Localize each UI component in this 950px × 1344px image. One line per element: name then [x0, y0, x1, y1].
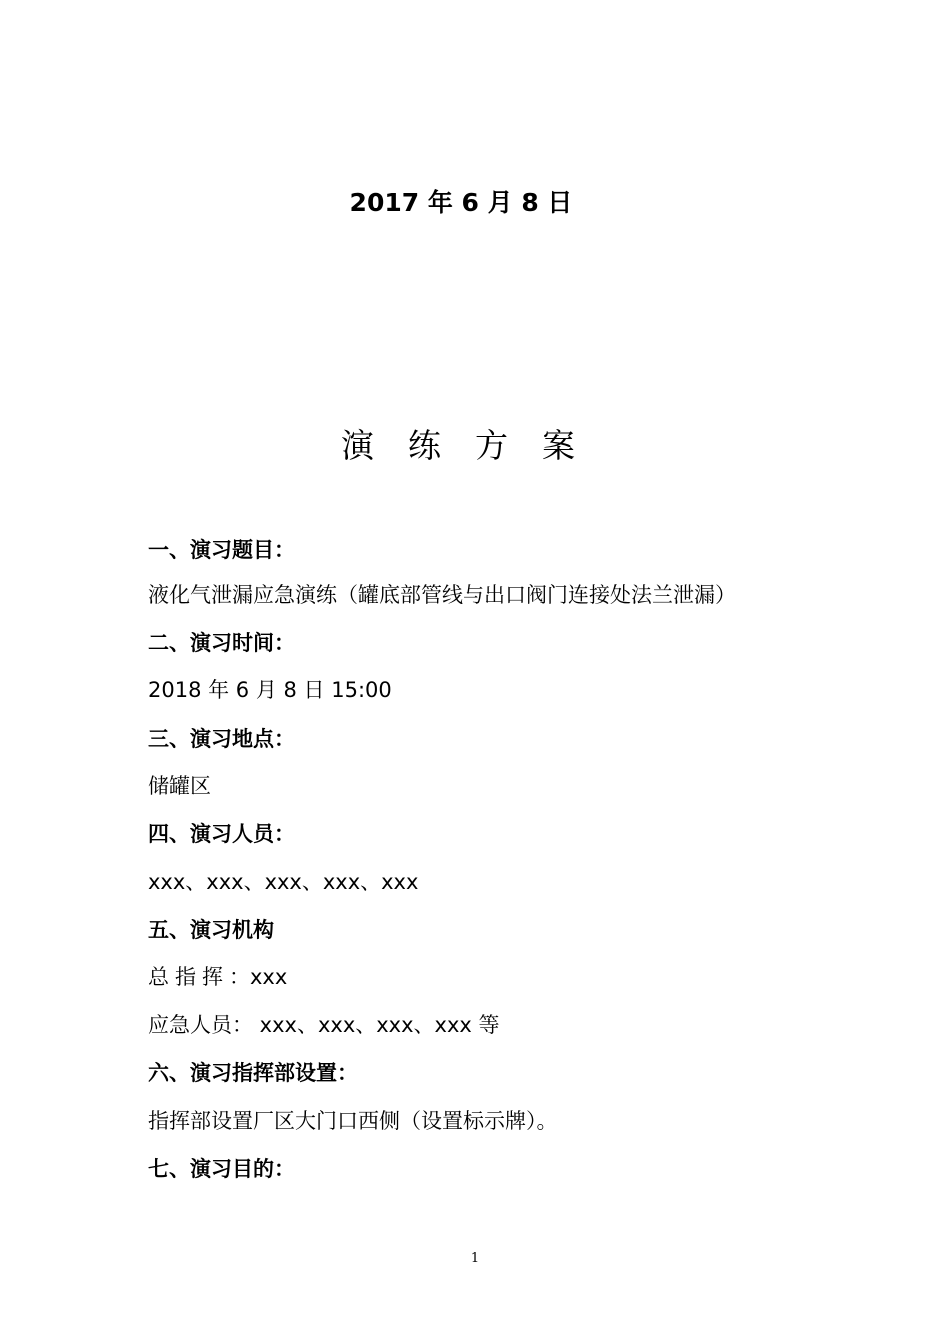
- section-2-body: 2018 年 6 月 8 日 15:00: [148, 678, 392, 702]
- section-2-heading: 二、演习时间：: [148, 631, 295, 655]
- section-7-heading: 七、演习目的：: [148, 1157, 295, 1181]
- section-1-heading: 一、演习题目：: [148, 538, 295, 562]
- section-4-body: xxx、xxx、xxx、xxx、xxx: [148, 870, 419, 894]
- section-3-body: 储罐区: [148, 774, 211, 798]
- section-4-heading: 四、演习人员：: [148, 822, 295, 846]
- date-heading: 2017 年 6 月 8 日: [349, 188, 573, 217]
- document-title: 演练方案: [341, 426, 609, 465]
- section-3-heading: 三、演习地点：: [148, 727, 295, 751]
- commander-line: [148, 962, 287, 992]
- page-number: 1: [470, 1251, 480, 1266]
- section-1-body: 液化气泄漏应急演练（罐底部管线与出口阀门连接处法兰泄漏）: [148, 583, 736, 607]
- commander-label: 总指挥: [148, 965, 229, 989]
- section-6-body: 指挥部设置厂区大门口西侧（设置标示牌）。: [148, 1109, 558, 1133]
- responders-line: 应急人员： xxx、xxx、xxx、xxx 等: [148, 1013, 500, 1037]
- section-6-heading: 六、演习指挥部设置：: [148, 1061, 358, 1085]
- section-5-heading: 五、演习机构: [148, 918, 274, 942]
- commander-value: ：xxx: [229, 965, 288, 989]
